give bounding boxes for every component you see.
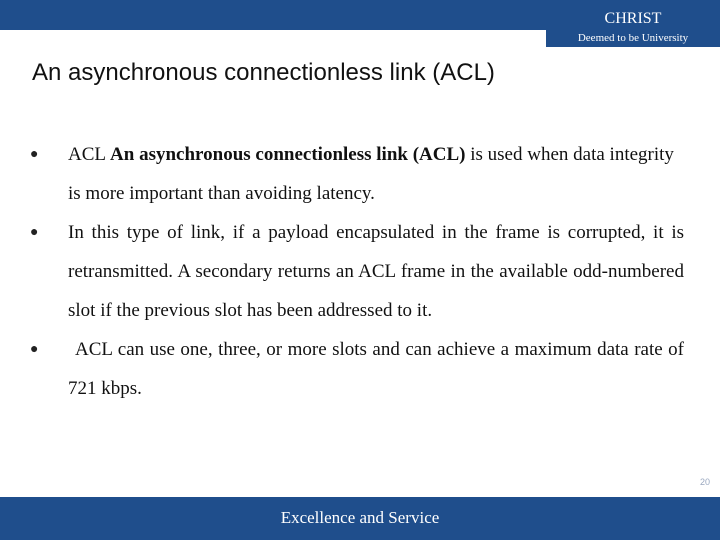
slide-title: An asynchronous connectionless link (ACL) (32, 59, 495, 86)
bullet-text: ACL can use one, three, or more slots and can achieve a maximum data rate of 721 kbps. (68, 339, 684, 399)
bullet-item (30, 135, 684, 213)
bullet-dot-icon: ● (30, 147, 39, 162)
bullet-item (30, 330, 684, 408)
bullet-text: In this type of link, if a payload encapsulated in the frame is corrupted, it is retransmitted. A secondary returns an ACL frame in the available odd-numbered slot if the previous slot has been addressed to it. (68, 222, 684, 321)
bullet-dot-icon: ● (30, 225, 39, 240)
bullet-bold-term: An asynchronous connectionless link (ACL) (110, 144, 466, 165)
page-number: 20 (699, 477, 710, 487)
bullet-item (30, 213, 684, 330)
bullet-dot-icon: ● (30, 342, 39, 357)
logo-name: CHRIST (604, 10, 662, 27)
logo-tagline: Deemed to be University (577, 32, 689, 44)
bullet-prefix: ACL (68, 144, 111, 165)
bullet-text: is used when data integrity is more important than avoiding latency. (68, 144, 674, 204)
bullet-list (30, 135, 684, 408)
footer-motto: Excellence and Service (280, 508, 440, 527)
